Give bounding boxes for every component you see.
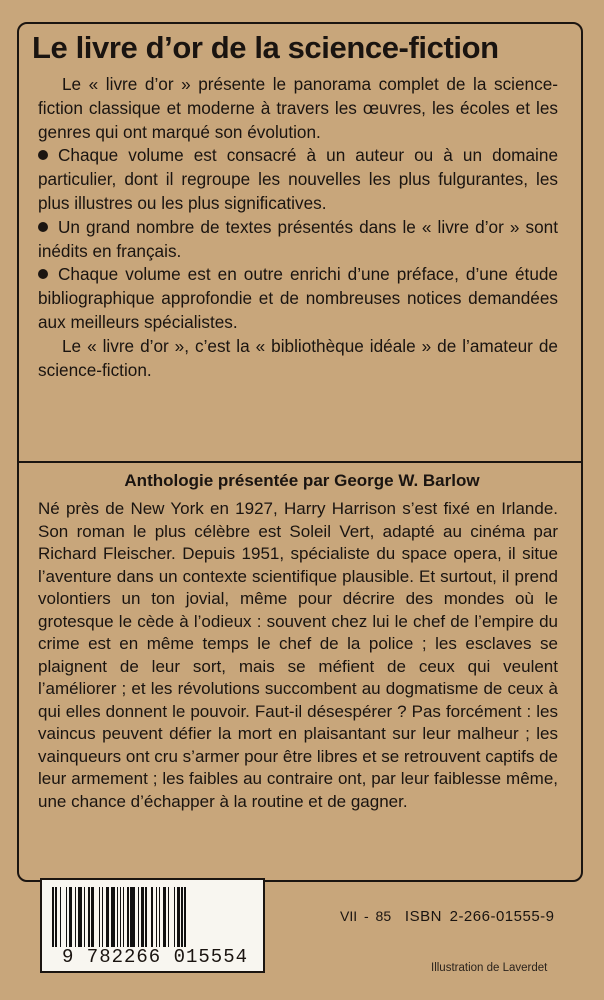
isbn-number: ISBN 2-266-01555-9 xyxy=(404,908,555,925)
series-description xyxy=(38,73,558,382)
barcode xyxy=(40,878,265,973)
bio-text-2: , adapté au cinéma par Richard Fleischer. Depuis 1951, spécialiste du xyxy=(38,521,558,563)
bullet-icon xyxy=(38,269,48,279)
bullet-text: Chaque volume est consacré à un auteur ou à un domaine particulier, dont il regroupe les nouvelles les plus fulgurantes, les plus illustres ou les plus significatives. xyxy=(38,145,558,213)
bullet-icon xyxy=(38,222,48,232)
author-bio xyxy=(38,498,558,813)
bullet-item-unpublished xyxy=(38,216,558,264)
anthology-credit: Anthologie présentée par George W. Barlow xyxy=(124,471,480,490)
bullet-item-author xyxy=(38,144,558,215)
bullet-item-preface xyxy=(38,263,558,334)
section-divider xyxy=(17,461,583,463)
illustration-credit: Illustration de Laverdet xyxy=(431,962,548,974)
genre-term: space opera xyxy=(401,544,497,563)
bullet-text: Un grand nombre de textes présentés dans le « livre d’or » sont inédits en français. xyxy=(38,216,558,261)
barcode-bars xyxy=(52,887,257,947)
bullet-text: Chaque volume est en outre enrichi d’une préface, d’une étude bibliographique approfondie et de nombreuses notices demandées aux meilleurs spécialistes. xyxy=(38,264,558,332)
bio-text-3: , il situe l’aventure dans un contexte scientifique plausible. Et surtout, il prend volontiers un ton jovial, même pour décrire des mondes où le grotesque le cède à l’odieux : souvent chez lui le chef de l’empire du crime est en même temps le chef de la police ; les esclaves se plaignent de leur sort, mais se méfient de ceux qui veulent l’améliorer ; et les révolutions succombent au dogmatisme de ceux à qui elles donnent le pouvoir. Faut-il désespérer ? Pas forcément : les vaincus peuvent défier la mort en plaisantant sur leur malheur ; les vainqueurs ont cru s’armer pour être libres et se retrouvent captifs de leur armement ; les faibles au contraire ont, par leur faiblesse même, une chance d’échapper à la routine et de gagner. xyxy=(38,544,558,811)
bio-text-1: Né près de New York en 1927, Harry Harrison s’est fixé en Irlande. Son roman le plus célèbre est xyxy=(38,499,558,541)
series-title: Le livre d’or de la science-fiction xyxy=(32,30,499,65)
novel-title: Soleil Vert xyxy=(289,521,370,541)
intro-paragraph: Le « livre d’or » présente le panorama complet de la science-fiction classique et moderne à travers les œuvres, les écoles et les genres qui ont marqué son évolution. xyxy=(38,74,558,142)
barcode-bar xyxy=(186,887,189,947)
closing-paragraph: Le « livre d’or », c’est la « bibliothèque idéale » de l’amateur de science-fiction. xyxy=(38,335,558,380)
date-code: VII - 85 xyxy=(340,908,392,924)
isbn-line xyxy=(340,908,555,925)
bullet-icon xyxy=(38,150,48,160)
barcode-number: 9 782266 015554 xyxy=(61,946,249,968)
